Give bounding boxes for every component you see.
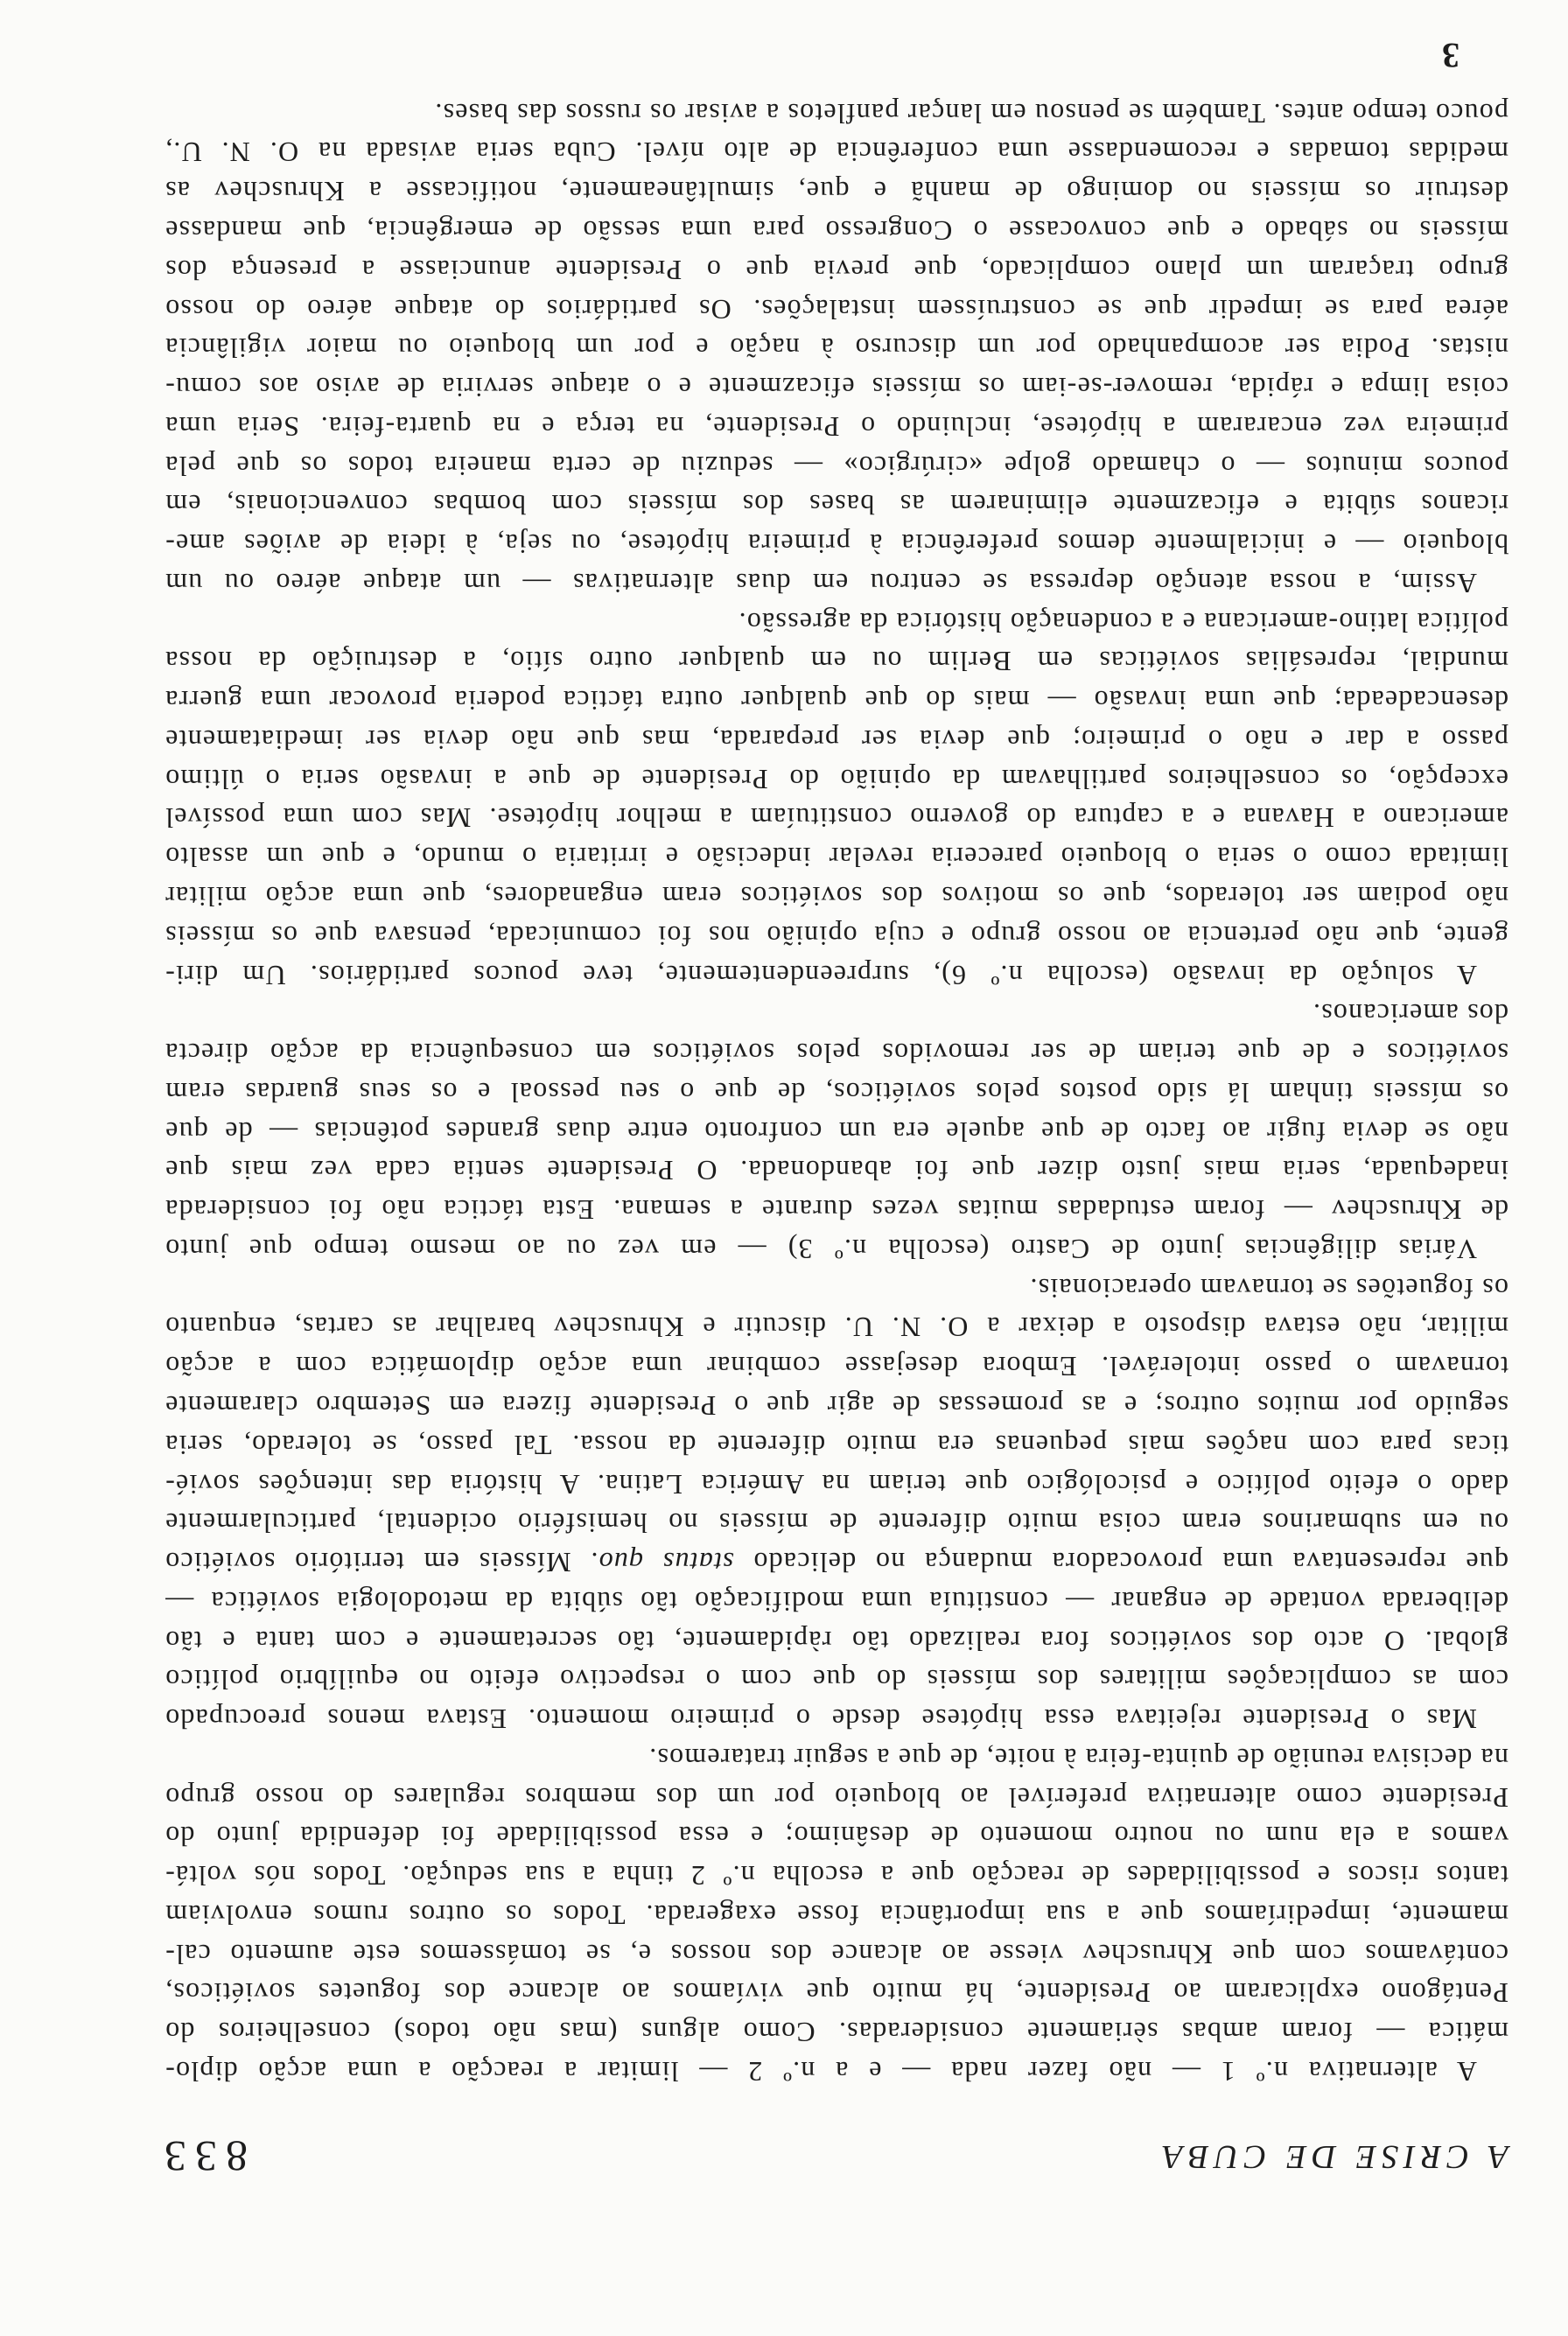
- text-line: Pentágono explicaram ao Presidente, há muito que vivíamos ao alcance dos foguetes soviéticos,: [164, 1977, 1508, 2010]
- text-line: gente, que não pertencia ao nosso grupo e cuja opinião nos foi comunicada, pensava que os mísseis: [164, 920, 1508, 952]
- text-line: mísseis no sábado e que convocasse o Congresso para uma sessão de emergência, que mandasse: [164, 215, 1508, 248]
- text-line: dado o efeito político e psicológico que teriam na América Latina. A história das intenções sovié-: [164, 1468, 1508, 1500]
- text-line: não se devia fugir ao facto de que aquele era um confronto entre duas grandes potências — de que: [164, 1116, 1508, 1148]
- text-line: passo a dar e não o primeiro; que devia ser preparada, mas que não devia ser imediatamente: [164, 724, 1508, 756]
- text-line: poucos minutos — o chamado golpe «cirúrgico» — seduziu de certa maneira todos os que pela: [164, 450, 1508, 482]
- text-line: política latino-americana e a condenação histórica da agressão.: [738, 606, 1508, 639]
- text-line: nistas. Podia ser acompanhado por um discurso à nação e por um bloqueio ou maior vigilância: [164, 332, 1508, 365]
- text-line: deliberada vontade de enganar — constituía uma modificação tão súbita da metodologia soviética —: [164, 1585, 1508, 1618]
- text-line: de Khruschev — foram estudadas muitas vezes durante a semana. Esta táctica não foi considerada: [164, 1194, 1508, 1227]
- text-line: destruir os mísseis no domingo de manhã e que, simultâneamente, notificasse a Khruschev as: [164, 176, 1508, 208]
- page-number: 833: [156, 2132, 248, 2181]
- text-line: aérea para se impedir que se construíssem instalações. Os partidários do ataque aéreo do nosso: [164, 293, 1508, 325]
- text-line: militar, não estava disposto a deixar a O. N. U. discutir e Khruschev baralhar as cartas, enquanto: [164, 1311, 1508, 1344]
- paragraph-4: [164, 603, 1508, 995]
- text-line: Assim, a nossa atenção depressa se centrou em duas alternativas — um ataque aéreo ou um: [164, 567, 1477, 599]
- text-line: tornavam o passo intolerável. Embora desejasse combinar uma acção diplomática com a acção: [164, 1351, 1508, 1383]
- text-line: ticas para com nações mais pequenas era muito diferente da nossa. Tal passo, se tolerado, seria: [164, 1429, 1508, 1461]
- text-line: seguido por muitos outros; e as promessas de agir que o Presidente fizera em Setembro claramente: [164, 1389, 1508, 1422]
- text-line: americano a Havana e a captura do governo constituíam a melhor hipótese. Mas com uma possível: [164, 802, 1508, 835]
- text-segment: que representava uma provocadora mudança no delicado: [733, 1547, 1508, 1579]
- text-line: desencadeada; que uma invasão — mais do que qualquer outra táctica poderia provocar uma guerra: [164, 685, 1508, 717]
- text-line: bloqueio — e inicialmente demos preferência à primeira hipótese, ou seja, à ideia de aviões ame-: [164, 528, 1508, 561]
- text-line: na decisiva reunião de quinta-feira à noite, de que a seguir trataremos.: [648, 1742, 1508, 1774]
- body-text: [164, 94, 1508, 2091]
- text-line: contávamos com que Khruschev viesse ao alcance dos nossos e, se tomássemos este aumento cal-: [164, 1938, 1508, 1970]
- running-title: A CRISE DE CUBA: [1157, 2138, 1508, 2175]
- signature-mark: 3: [1442, 36, 1460, 75]
- text-line: mática — foram ambas sèriamente consideradas. Como alguns (mas não todos) conselheiros do: [164, 2017, 1508, 2049]
- text-line: Várias diligências junto de Castro (escolha n.º 3) — em vez ou ao mesmo tempo que junto: [164, 1233, 1477, 1265]
- text-segment: . Mísseis em território soviético: [164, 1547, 598, 1579]
- text-line: limitada como o seria o bloqueio pareceria revelar indecisão e irritaria o mundo, e que um assalto: [164, 842, 1508, 874]
- text-line: Mas o Presidente rejeitava essa hipótese desde o primeiro momento. Estava menos preocupado: [164, 1703, 1477, 1736]
- text-line: [164, 1542, 1508, 1582]
- text-line: não podiam ser tolerados, que os motivos dos soviéticos eram enganadores, que uma acção militar: [164, 881, 1508, 913]
- italic-term: status quo: [598, 1547, 734, 1579]
- paragraph-1: [164, 1738, 1508, 2091]
- text-line: mundial, represálias soviéticas em Berlim ou em qualquer outro sítio, a destruição da nossa: [164, 646, 1508, 678]
- text-line: excepção, os conselheiros partilhavam da opinião do Presidente de que a invasão seria o último: [164, 763, 1508, 795]
- text-line: os foguetões se tornavam operacionais.: [1029, 1272, 1508, 1304]
- text-line: inadequada, seria mais justo dizer que foi abandonada. O Presidente sentia cada vez mais que: [164, 1155, 1508, 1187]
- paragraph-5: [164, 94, 1508, 603]
- text-line: medidas tomadas e recomendasse uma conferência de alto nível. Cuba seria avisada na O. N. U.,: [164, 136, 1508, 169]
- paragraph-2: [164, 1269, 1508, 1738]
- text-line: os mísseis tinham lá sido postos pelos soviéticos, de que o seu pessoal e os seus guardas eram: [164, 1076, 1508, 1109]
- text-line: dos americanos.: [1312, 998, 1508, 1031]
- text-line: primeira vez encararam a hipótese, incluindo o Presidente, na terça e na quarta-feira. Seria uma: [164, 410, 1508, 443]
- text-line: Presidente como alternativa preferível ao bloqueio por um dos membros regulares do nosso grupo: [164, 1781, 1508, 1814]
- running-head: [156, 2132, 1508, 2181]
- text-line: soviéticos e de que teriam de ser removidos pelos soviéticos em consequência da acção directa: [164, 1038, 1508, 1070]
- text-line: A solução da invasão (escolha n.º 6), surpreendentemente, teve poucos partidários. Um diri-: [164, 959, 1477, 991]
- text-line: com as complicações militares dos mísseis do que com o respectivo efeito no equilíbrio político: [164, 1664, 1508, 1696]
- text-line: global. O acto dos soviéticos fora realizado tão ràpidamente, tão secretamente e com tanta e tão: [164, 1625, 1508, 1657]
- paragraph-3: [164, 995, 1508, 1269]
- text-line: vamos a ela num ou noutro momento de desânimo; e essa possibilidade foi defendida junto do: [164, 1821, 1508, 1853]
- text-line: tantos riscos e possibilidades de reacção que a escolha n.º 2 tinha a sua sedução. Todos nós voltá-: [164, 1860, 1508, 1892]
- text-line: A alternativa n.º 1 — não fazer nada — e a n.º 2 — limitar a reacção a uma acção diplo-: [164, 2056, 1477, 2088]
- text-line: mamente, impediríamos que a sua importância fosse exagerada. Todos os outros rumos envolviam: [164, 1899, 1508, 1931]
- text-line: ricanos súbita e eficazmente eliminarem as bases dos mísseis com bombas convencionais, em: [164, 489, 1508, 521]
- text-line: pouco tempo antes. Também se pensou em lançar panfletos a avisar os russos das bases.: [434, 97, 1508, 129]
- text-line: ou em submarinos eram coisa muito diferente de mísseis no hemisfério ocidental, particularmente: [164, 1507, 1508, 1540]
- text-line: coisa limpa e rápida, remover-se-iam os mísseis eficazmente e o ataque serviria de aviso aos comu-: [164, 372, 1508, 404]
- text-line: grupo traçaram um plano complicado, que previa que o Presidente anunciasse a presença dos: [164, 254, 1508, 286]
